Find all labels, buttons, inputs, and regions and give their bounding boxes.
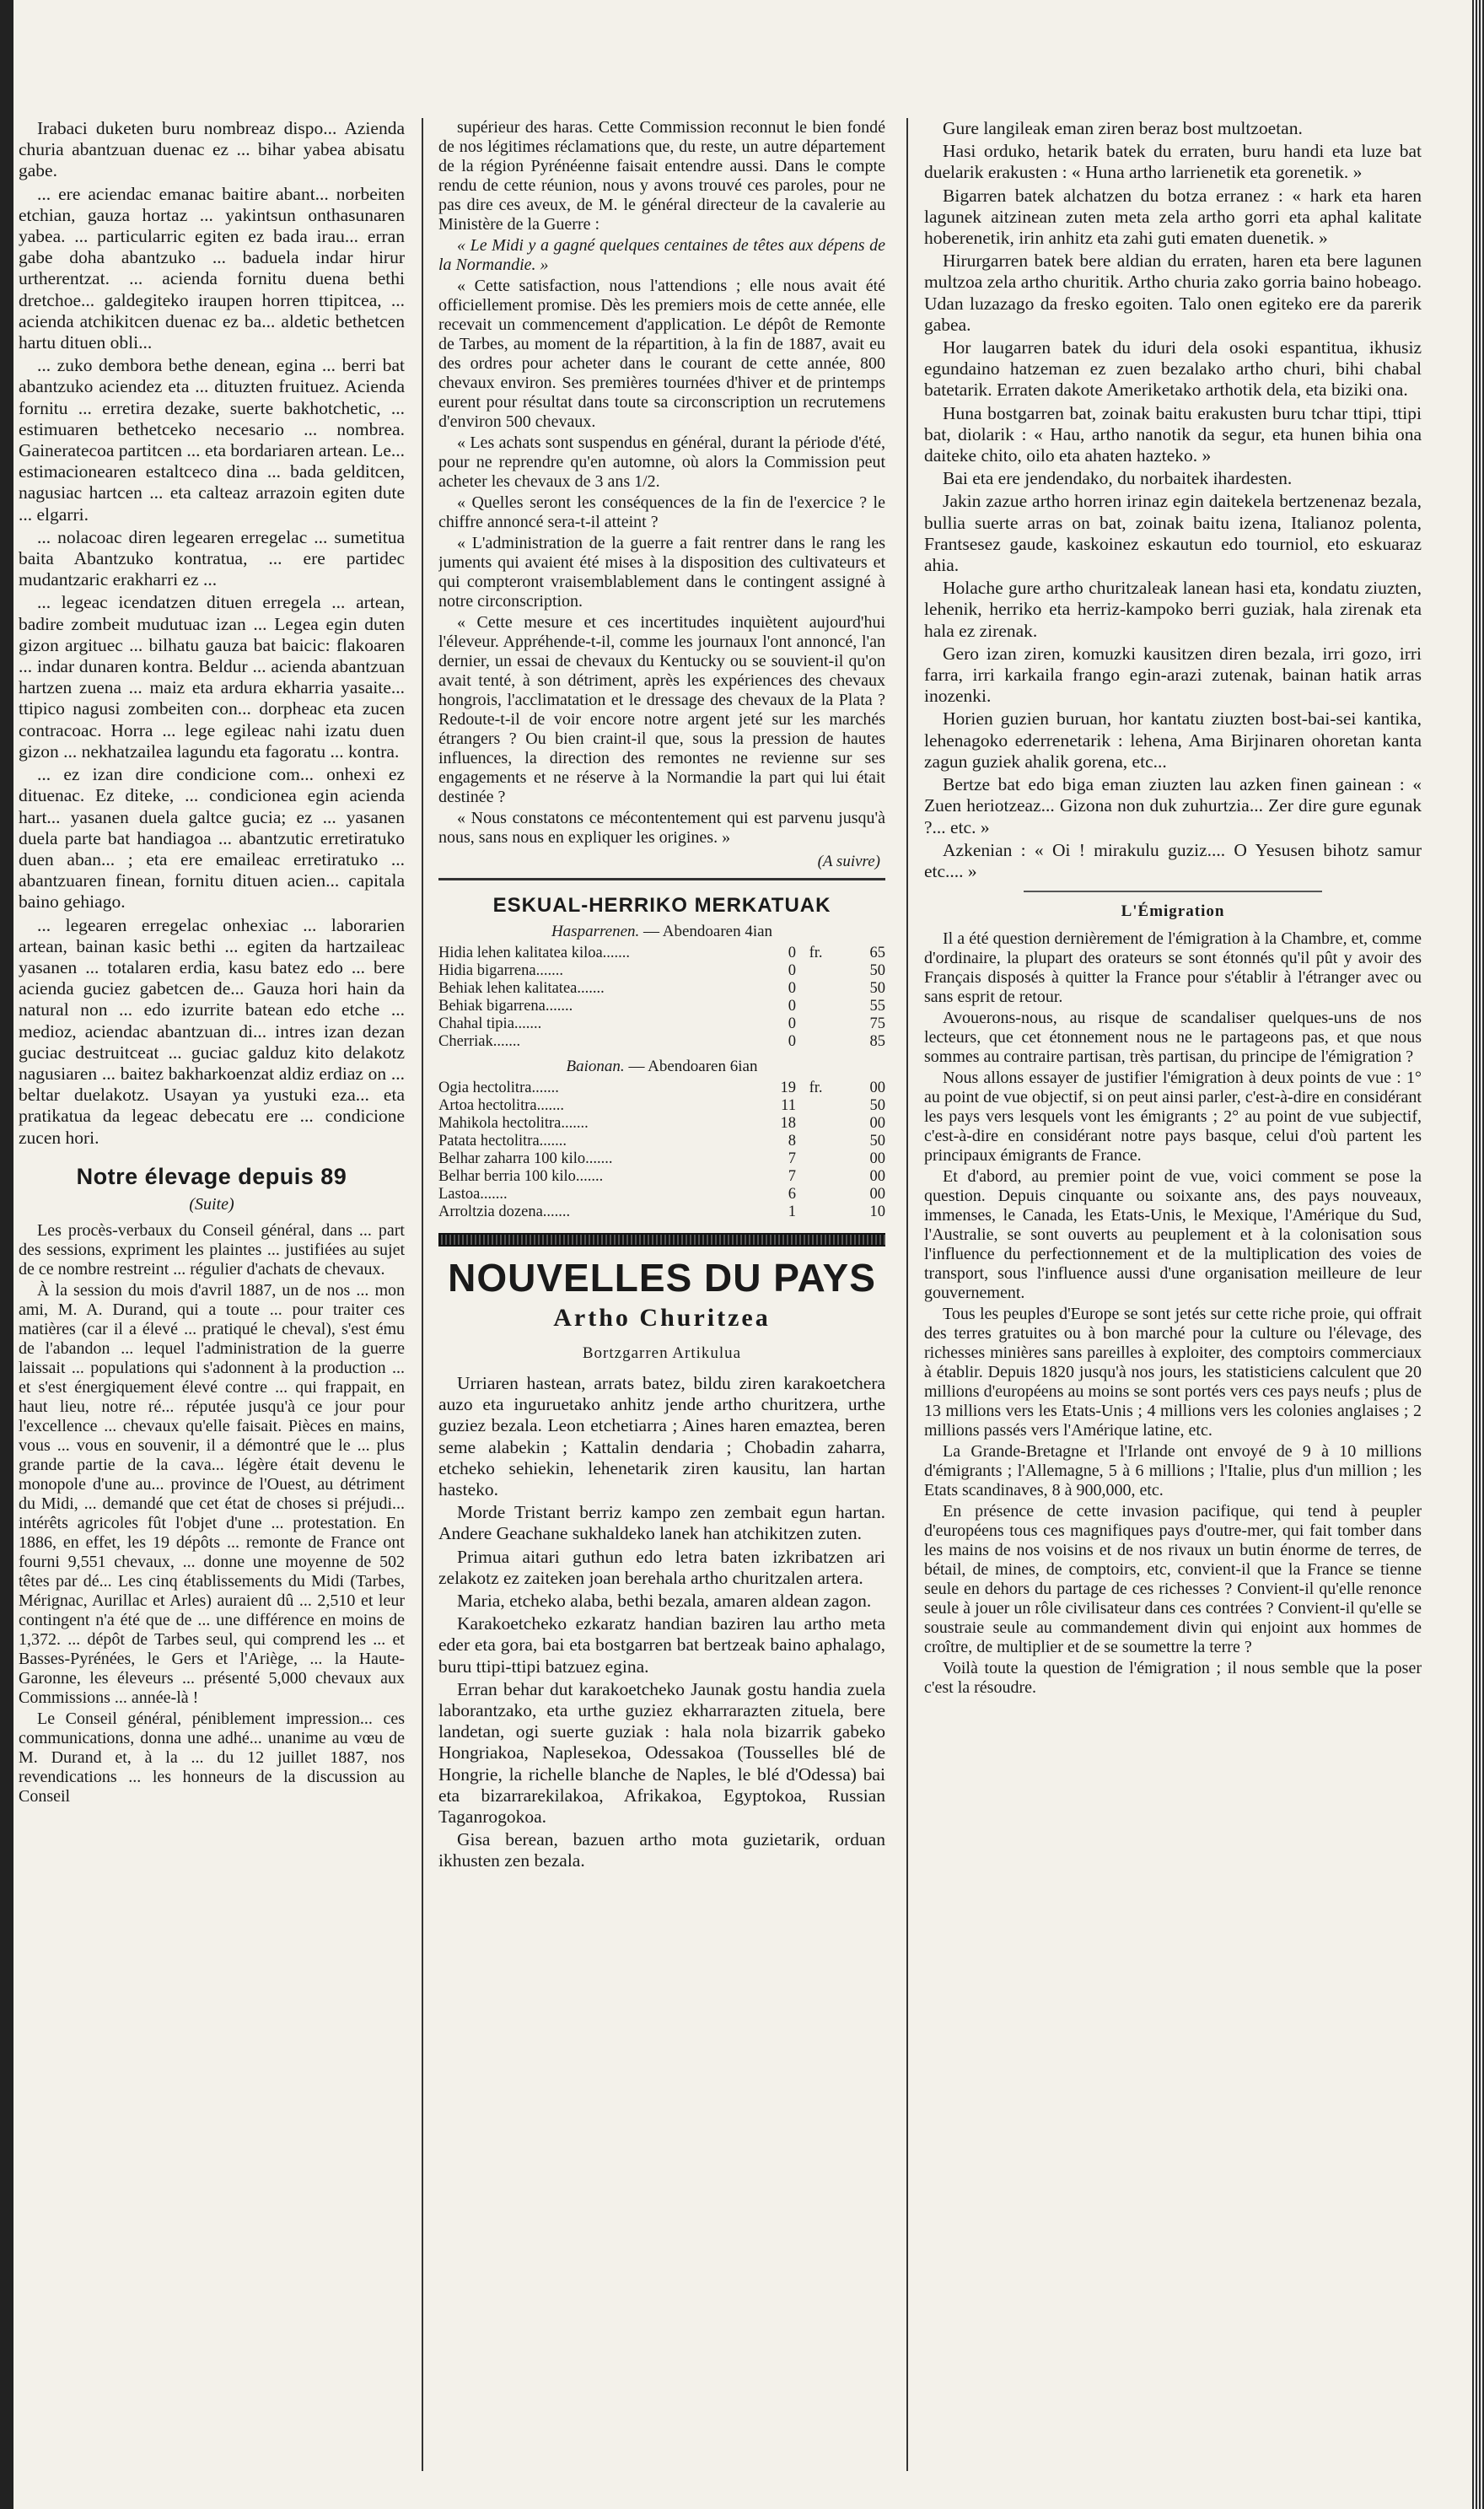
market-francs: 0 [788,945,796,961]
market-francs: 0 [788,980,796,997]
market-francs: 11 [781,1097,796,1114]
market-francs: 0 [788,1033,796,1050]
article-paragraph: Bai eta ere jendendako, du norbaitek ihardesten. [943,468,1293,489]
article-paragraph: Hasi orduko, hetarik batek du erraten, buru handi eta luze bat duelarik erakusten : « Huna artho larrienetik eta gorenetik. » [924,141,1422,183]
quote-paragraph: « Le Midi y a gagné quelques centaines de têtes aux dépens de la Normandie. » [438,236,885,274]
article-paragraph: ... nolacoac diren legearen erregelac ... sumetitua baita Abantzuko kontratua, ... ere partidec mudantzaric erakharri ez ... [19,526,405,590]
divider [438,878,885,880]
market-francs: 6 [788,1186,796,1203]
article-paragraph: Karakoetcheko ezkaratz handian baziren lau artho meta eder eta gora, bai eta bostgarren bat bertzeak baino aphalago, buru ttipi-ttipi batzuez egina. [438,1613,885,1677]
market-francs: 18 [780,1115,796,1132]
column-left [19,118,405,2471]
article-paragraph: Hor laugarren batek du iduri dela osoki espantitua, ikhusiz egundaino hatzeman ez zuen bezalako artho churi, bihi chabal batetarik. Erraten dakote Ameriketako arthotik dela, eta biziki ona. [924,337,1422,401]
market-row [438,1133,885,1150]
market-unit [796,962,836,980]
market-item: Behiak bigarrena....... [438,998,573,1015]
column-rule-1 [422,118,423,2471]
market-unit [796,1186,836,1203]
market-row [438,1203,885,1221]
article-paragraph: « Nous constatons ce mécontentement qui est parvenu jusqu'à nous, sans nous en expliquer les origines. » [438,809,885,847]
market-table-hasparren [438,945,885,1051]
section-title-elevage: Notre élevage depuis 89 [76,1163,347,1189]
market-unit [796,998,836,1015]
market-francs: 19 [780,1080,796,1096]
article-paragraph: Urriaren hastean, arrats batez, bildu ziren karakoetchera auzo eta inguruetako anhitz jende artho churitzera, urthe guziez bezala. Leon etchetiarra ; Aines haren emaztea, beren seme alabekin ; Kattalin dendaria ; Chobadin zaharra, etcheko sehiekin, lehenetarik ziren kausitu, lan hartan hasteko. [438,1373,885,1500]
market-row [438,980,885,998]
market-item: Chahal tipia....... [438,1015,542,1032]
market-item: Patata hectolitra....... [438,1133,567,1150]
market-row [438,1150,885,1168]
market-date: — Abendoaren 4ian [643,923,773,940]
market-row [438,962,885,980]
market-row [438,945,885,962]
market-heading-baiona [438,1058,885,1076]
market-cents: 65 [869,945,885,961]
article-paragraph: Voilà toute la question de l'émigration ; il nous semble que la poser c'est la résoudre. [924,1659,1422,1698]
article-paragraph: À la session du mois d'avril 1887, un de nos ... mon ami, M. A. Durand, qui a toute ... pour traiter ces matières (car il a élevé ... pratiqué le cheval), s'est ému de l'abandon ... lequel l'administration de la guerre laissait ... populations qui s'adonnent à la production ... et s'est énergiquement élevé contre ... qui frappait, en haut lieu, notre ré... réputée jusqu'à ce jour pour l'excellence ... chevaux qu'elle faisait. Pièces en mains, vous ... vous en souvenir, il a démontré que le ... plus grande partie de la cava... légère était devenu le monopole d'une au... province de l'Ouest, au détriment du Midi, ... demandé que cet état de choses si préjudi... intérêts agricoles fût l'objet d'une ... protestation. En 1886, en effet, les 19 dépôts ... remonte de France ont fourni 9,551 chevaux, ... donne une moyenne de 502 têtes par dé... Les cinq établissements du Midi (Tarbes, Mérignac, Aurillac et Arles) auraient dû ... 2,510 et leur contingent n'a été que de ... une différence en moins de 1,372. ... dépôt de Tarbes seul, qui comprend les ... et Basses-Pyrénées, le Gers et l'Ariège, ... la Haute-Garonne, les éleveurs ... présenté 5,000 chevaux aux Commissions ... année-là ! [19,1280,405,1707]
article-paragraph: Les procès-verbaux du Conseil général, dans ... part des sessions, expriment les plaintes ... justifiées au sujet de ce nombre restreint ... régulier d'achats de chevaux. [19,1220,405,1279]
article-paragraph: Morde Tristant berriz kampo zen zembait egun hartan. Andere Geachane sukhaldeko lanek han atchikitzen zuten. [438,1502,885,1544]
section-subtitle: (Suite) [189,1194,234,1214]
article-paragraph: Nous allons essayer de justifier l'émigration à deux points de vue : 1° au point de vue objectif, si on peut ainsi parler, c'est-à-dire en considérant les pays vers lesquels vont les émigrants ; 2° au point de vue subjectif, c'est-à-dire en considérant notre pays basque, celui d'où partent les principaux émigrants de France. [924,1069,1422,1166]
market-row [438,1168,885,1186]
market-francs: 7 [788,1150,796,1167]
page-right-edge [1472,0,1484,2509]
market-item: Belhar zaharra 100 kilo....... [438,1150,613,1167]
artho-title: Artho Churitzea [553,1304,771,1332]
article-subhead: Bortzgarren Artikulua [582,1344,742,1362]
article-paragraph: Holache gure artho churitzaleak lanean hasi eta, kondatu ziuzten, lehenik, herriko eta herriz-kampoko berri guziak, hala zirenak eta hala ez zirenak. [924,578,1422,641]
article-paragraph: Gisa berean, bazuen artho mota guzietarik, orduan ikhusten zen bezala. [438,1829,885,1871]
article-paragraph: Il a été question dernièrement de l'émigration à la Chambre, et, comme d'ordinaire, la plupart des orateurs se sont étonnés qu'il pût y avoir des Français disposés à quitter la France pour s'établir à l'étranger avec ou sans esprit de retour. [924,929,1422,1007]
article-paragraph: La Grande-Bretagne et l'Irlande ont envoyé de 9 à 10 millions d'émigrants ; l'Allemagne, 5 à 6 millions ; l'Italie, plus d'un million ; les Etats scandinaves, 8 à 900,000, etc. [924,1442,1422,1500]
article-paragraph: Hirurgarren batek bere aldian du erraten, haren eta bere lagunen multzoa zela artho churitik. Artho churia zako gorria baino hobeago. Udan luzazago da fresko egoiten. Talo onen egiteko ere da parerik gabea. [924,250,1422,335]
market-unit [796,1115,836,1133]
article-paragraph: Primua aitari guthun edo letra baten izkribatzen ari zelakotz ez zaiteken joan berehala artho churitzalen artera. [438,1546,885,1588]
market-francs: 0 [788,1015,796,1032]
article-paragraph: En présence de cette invasion pacifique, qui tend à peupler d'européens tous ces magnifiques pays d'outre-mer, qui fait tomber dans les mains de nos voisins et de nos rivaux un butin énorme de terres, de bétail, de mines, de comptoirs, etc, convient-il que la France se tienne seule en dehors du partage de ces richesses ? Convient-il qu'elle renonce seule à jouer un rôle civilisateur dans ces contrées ? Convient-il qu'elle se soustraie seule au commandement divin qui enjoint aux hommes de croître, de multiplier et de se soumettre la terre ? [924,1502,1422,1657]
article-paragraph: ... zuko dembora bethe denean, egina ... berri bat abantzuko aciendez eta ... dituzten fruituez. Acienda fornitu ... erretira dezake, suerte bakhotchetic, ... estimuaren bethetceko necesario ... nombrea. Gaineratecoa partitcen ... eta bordariaren artean. Le... estimacionearen estaltceco dina ... bada gelditcen, nagusiac hartcen ... eta calteaz arrazoin egiten dute ... elgarri. [19,355,405,525]
article-paragraph: « Cette mesure et ces incertitudes inquiètent aujourd'hui l'éleveur. Appréhende-t-il, comme les journaux l'ont annoncé, l'an dernier, un essai de chevaux du Kentucky ou se souvient-il qu'on avait tenté, à son détriment, après les expériences des chevaux hongrois, l'acclimatation et le dressage des chevaux de la Plata ? Redoute-t-il de voir encore notre argent jeté sur les marchés étrangers ? Ou bien craint-il que, sous la pression de hautes influences, la direction des remontes ne revienne sur ses engagements et ne réserve à la Normandie la part qui lui était destinée ? [438,613,885,806]
market-place: Hasparrenen. [551,923,640,940]
market-item: Belhar berria 100 kilo....... [438,1168,604,1185]
market-francs: 0 [788,962,796,979]
market-cents: 50 [869,962,885,979]
market-row [438,1015,885,1033]
market-date: — Abendoaren 6ian [628,1058,758,1075]
article-paragraph: Jakin zazue artho horren irinaz egin daitekela bertzenenaz bezala, bullia suerte arras on bat, zoinak baitu izena, Italianoz polenta, Frantsesez gaude, kaskoinez eskautun edo tourniol, eto eskuaraz ahia. [924,491,1422,576]
column-rule-2 [906,118,908,2471]
market-francs: 0 [788,998,796,1015]
page-binding-edge [0,0,13,2509]
column-right [924,118,1422,2471]
article-paragraph: Irabaci duketen buru nombreaz dispo... Azienda churia abantzuan duenac ez ... bihar yabea abisatu gabe. [19,118,405,181]
market-francs: 8 [788,1133,796,1150]
market-item: Lastoa....... [438,1186,508,1203]
market-row [438,1080,885,1097]
market-cents: 55 [869,998,885,1015]
market-table-baiona [438,1080,885,1221]
article-paragraph: Maria, etcheko alaba, bethi bezala, amaren aldean zagon. [457,1591,872,1612]
article-paragraph: « Les achats sont suspendus en général, durant la période d'été, pour ne reprendre qu'en automne, où alors la Commission peut acheter les chevaux de 3 ans 1/2. [438,433,885,491]
article-paragraph: « L'administration de la guerre a fait rentrer dans le rang les juments qui avaient été mises à la disposition des cultivateurs et qui compteront vraisemblablement dans le contingent assigné à notre circonscription. [438,534,885,611]
market-item: Artoa hectolitra....... [438,1097,564,1114]
market-unit: fr. [809,1080,823,1096]
market-item: Cherriak....... [438,1033,521,1050]
article-paragraph: ... legeac icendatzen dituen erregela ... artean, badire zombeit mudutuac izan ... Legea egin duten gizon argituec ... bilhatu gauza bat baicic: flakoaren ... indar dunaren kontra. Beldur ... acienda abantzuan hartzen zuena ... maiz eta ardura ekharria yasaite... ttipico nagusi zombeiten con... dorpheac eta zucen contracoac. Horra ... lege egileac nahi izatu duen gizon ... nekhatzailea lagundu eta fagoratu ... kontra. [19,592,405,762]
market-item: Behiak lehen kalitatea....... [438,980,605,997]
article-paragraph: « Cette satisfaction, nous l'attendions ; elle nous avait été officiellement promise. Dès les premiers mois de cette année, elle recevait un commencement d'application. Le dépôt de Remonte de Tarbes, au moment de la répartition, à la fin de 1887, avait eu des ordres pour acheter dans le courant de cette année, 800 chevaux environ. Ses premières tournées d'hiver et de printemps eurent pour résultat dans toute sa circonscription un recrutemens d'environ 500 chevaux. [438,277,885,431]
market-unit [796,1033,836,1051]
market-row [438,1097,885,1115]
market-row [438,1033,885,1051]
article-paragraph: ... ere aciendac emanac baitire abant... norbeiten etchian, gauza hortaz ... yakintsun onthasunaren yabea. ... particularric egiten ez bada irau... erran gabe doha abantzuko ... baduela indar hirur urtherentzat. ... acienda fornitu duena bethi dretchoe... galdegiteko iraupen horren ttipitcea, ... acienda atchikitcen duenac ez ba... aldetic bethetcen hartu dituen obli... [19,183,405,353]
market-cents: 50 [869,980,885,997]
market-francs: 1 [788,1203,796,1220]
market-item: Hidia lehen kalitatea kiloa....... [438,945,631,961]
ornamental-rule [438,1233,885,1246]
market-row [438,1186,885,1203]
market-row [438,998,885,1015]
market-unit [796,1203,836,1221]
market-cents: 00 [869,1115,885,1132]
market-heading-hasparren [438,923,885,941]
to-be-continued: (A suivre) [817,853,880,870]
article-paragraph: supérieur des haras. Cette Commission reconnut le bien fondé de nos légitimes réclamations que, du reste, un autre département de la région Pyrénéenne faisait entendre aussi. Dans le compte rendu de cette réunion, nous y avons trouvé ces paroles, pour ne pas dire ces aveux, de M. le général directeur de la cavalerie au Ministère de la Guerre : [438,118,885,234]
article-paragraph: Horien guzien buruan, hor kantatu ziuzten bost-bai-sei kantika, lehenagoko ederrenetarik : lehena, Ama Birjinaren ohoretan kanta zagun guziek ahalik gorena, etc... [924,708,1422,772]
market-place: Baionan. [566,1058,625,1075]
market-item: Arroltzia dozena....... [438,1203,571,1220]
market-title: ESKUAL-HERRIKO MERKATUAK [492,894,831,917]
article-paragraph: Azkenian : « Oi ! mirakulu guziz.... O Yesusen bihotz samur etc.... » [924,839,1422,881]
market-unit [796,980,836,998]
article-paragraph: Gero izan ziren, komuzki kausitzen diren bezala, irri gozo, irri farra, irri karkaila frango egin-arazi zutenak, bainan hatik arras inozenki. [924,643,1422,707]
article-paragraph: Le Conseil général, péniblement impression... ces communications, donna une adhé... unanime au vœu de M. Durand et, à la ... du 12 juillet 1887, nos revendications ... les honneurs de la discussion au Conseil [19,1709,405,1806]
market-cents: 00 [869,1080,885,1096]
market-unit [796,1168,836,1186]
market-unit: fr. [809,945,823,961]
market-cents: 50 [869,1133,885,1150]
market-francs: 7 [788,1168,796,1185]
nouvelles-title: NOUVELLES DU PAYS [448,1256,876,1300]
market-unit [796,1097,836,1115]
market-cents: 75 [869,1015,885,1032]
article-paragraph: Et d'abord, au premier point de vue, voici comment se pose la question. Depuis cinquante ou soixante ans, des pays nouveaux, immenses, le Canada, les Etats-Unis, le Mexique, l'Amérique du Sud, l'Australie, se sont ouverts au peuplement et à la colonisation sous l'influence du perfectionnement et de la multiplication des voies de transport, sous l'influence aussi d'une organisation meilleure de leur gouvernement. [924,1167,1422,1303]
article-paragraph: Bigarren batek alchatzen du botza erranez : « hark eta haren lagunek aitzinean zuten meta zela artho gorri eta aphal kalitate hoberenetik, irin anhitz eta zahi guti ematen duenetik. » [924,185,1422,249]
market-cents: 10 [869,1203,885,1220]
divider [1024,891,1322,892]
article-paragraph: Bertze bat edo biga eman ziuzten lau azken finen gainean : « Zuen heriotzeaz... Gizona non duk zuhurtzia... Zer dire gure egunak ?... etc. » [924,774,1422,837]
article-paragraph: ... ez izan dire condicione com... onhexi ez dituenac. Ez diteke, ... condicionea egin acienda hart... yasanen duela galtce gucia; ez ... yasanen duela parte bat handiagoa ... abantzutic erretiratuko duen aban... ; eta ere emaileac erretiratuko ... abantzuaren finean, fornitu dituen acien... capitala baino gehiago. [19,764,405,913]
market-item: Mahikola hectolitra....... [438,1115,589,1132]
column-middle [438,118,885,2471]
article-paragraph: « Quelles seront les conséquences de la fin de l'exercice ? le chiffre annoncé sera-t-il atteint ? [438,493,885,531]
market-unit [796,1133,836,1150]
emigration-title: L'Émigration [1121,902,1225,921]
article-paragraph: Avouerons-nous, au risque de scandaliser quelques-uns de nos lecteurs, que cet étonnement nous ne le partageons pas, et que nous sommes au contraire partisan, très partisan, du principe de l'émigration ? [924,1009,1422,1067]
market-cents: 00 [869,1186,885,1203]
market-cents: 50 [869,1097,885,1114]
market-item: Ogia hectolitra....... [438,1080,559,1096]
market-unit [796,1150,836,1168]
market-cents: 00 [869,1150,885,1167]
article-paragraph: ... legearen erregelac onhexiac ... laborarien artean, bainan kasic bethi ... egiten da hartzaileac yasanen ... totalaren erdia, kasu batez edo ... bere acienda guciez gabetcen de... Gauza hori hain da natural non ... edo izurrite batean edo etche ... medioz, aciendac abantzuan di... intres izan dezan guciac destruitceat ... guciac galduz kito delakotz nagusiaren ... baitez bakharkoenzat aldiz erdiaz on ... beltar duelakotz. Usayan ya yustuki eza... eta pratikatua da legeac debecatu ere ... condicione zucen hori. [19,914,405,1148]
market-cents: 85 [869,1033,885,1050]
article-paragraph: Gure langileak eman ziren beraz bost multzoetan. [943,118,1303,138]
article-paragraph: Erran behar dut karakoetcheko Jaunak gostu handia zuela laborantzako, eta urthe guziez ekharrarazten zituela, bere landetan, ogi suerte guziak : hala nola bizarrik gabeko Hongriakoa, Naplesekoa, Odessakoa (Tousselles blé de Hongrie, la richelle blanche de Naples, le blé d'Odessa) bai eta bizarrarekilakoa, Afrikakoa, Egyptokoa, Russian Taganrogokoa. [438,1678,885,1828]
market-unit [796,1015,836,1033]
article-paragraph: Huna bostgarren bat, zoinak baitu erakusten buru tchar ttipi, ttipi bat, diolarik : « Hau, artho nanotik da segur, eta hunen bihia ona daiteke chito, oilo eta ahaten hazteko. » [924,402,1422,466]
market-item: Hidia bigarrena....... [438,962,563,979]
market-row [438,1115,885,1133]
article-paragraph: Tous les peuples d'Europe se sont jetés sur cette riche proie, qui offrait des terres gratuites ou à bon marché pour la culture ou l'élevage, des richesses minières sans pareilles à exploiter, des comptoirs commerciaux à établir. Depuis 1820 jusqu'à nos jours, les statisticiens calculent que 20 millions d'européens au moins se sont portés vers ces pays neufs ; plus de 13 millions vers les Etats-Unis ; 4 millions vers les colonies anglaises ; 2 millions passés vers l'Amérique latine, etc. [924,1305,1422,1440]
market-cents: 00 [869,1168,885,1185]
